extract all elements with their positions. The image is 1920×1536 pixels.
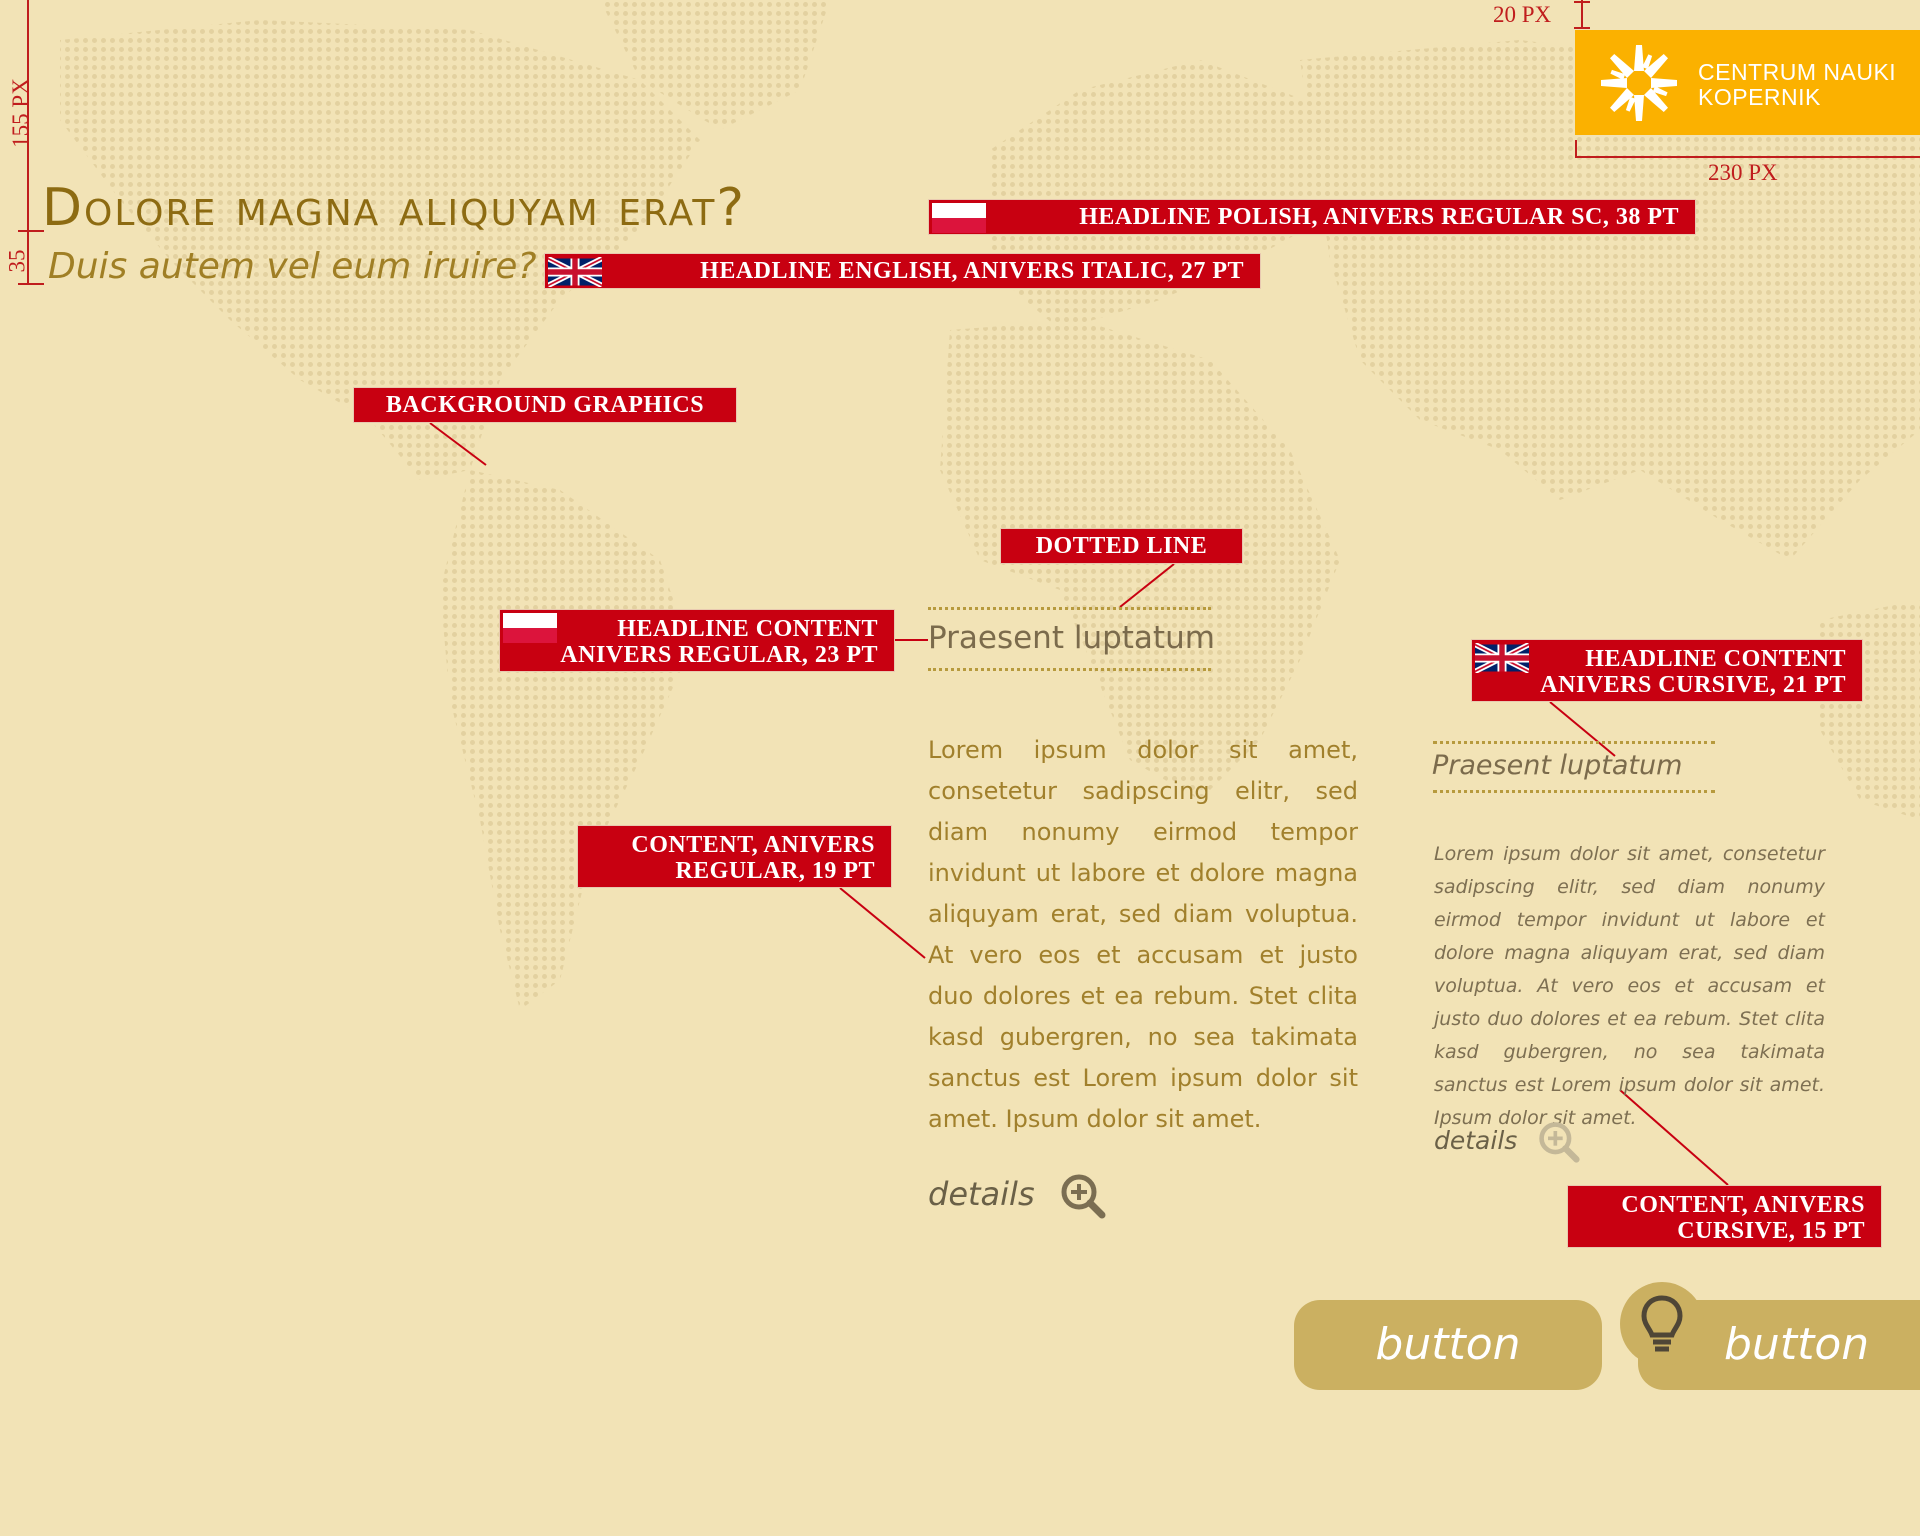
details-label-english: details [1434,1126,1518,1155]
details-label: details [928,1175,1035,1213]
annotation-content-headline-pl-line2: ANIVERS REGULAR, 23 PT [560,642,878,668]
details-link-polish[interactable] [928,1172,1107,1220]
annotation-content-regular-line2: REGULAR, 19 PT [675,858,875,884]
uk-flag-icon [548,257,602,287]
header-height-dimension: 155 PX [7,78,33,148]
details-link-english[interactable] [1434,1120,1581,1164]
annotation-content-regular [577,825,892,888]
annotation-dotted-line-text: DOTTED LINE [1035,533,1208,559]
content-body-english: Lorem ipsum dolor sit amet, consetetur sadipscing elitr, sed diam nonumy eirmod tempor invidunt ut labore et dolore magna aliquyam erat, sed diam voluptua. At vero eos et accusam et justo duo dolores et ea rebum. Stet clita kasd gubergren, no sea takimata sanctus est Lorem ipsum dolor sit amet. Ipsum dolor sit amet. [1434,843,1825,1129]
annotation-headline-english-text: HEADLINE ENGLISH, ANIVERS ITALIC, 27 PT [700,258,1244,284]
annotation-headline-polish-text: HEADLINE POLISH, ANIVERS REGULAR SC, 38 PT [1079,204,1679,230]
annotation-content-cursive-line2: CURSIVE, 15 PT [1677,1218,1865,1244]
headline-english: Duis autem vel eum iruire? [48,246,537,287]
logo-width-dimension: 230 PX [1708,160,1778,185]
hint-button-label: button [1724,1319,1870,1370]
annotation-headline-polish [928,199,1696,235]
content-headline-polish: Praesent luptatum [928,620,1215,656]
annotation-dotted-line [1000,528,1243,564]
headline-polish: Dolore magna aliquyam erat? [42,178,746,238]
annotation-content-cursive-line1: CONTENT, ANIVERS [1621,1192,1865,1218]
dotted-line-bottom-english [1433,790,1715,793]
annotation-content-headline-pl-line1: HEADLINE CONTENT [617,616,878,642]
annotation-background-text: BACKGROUND GRAPHICS [385,392,705,418]
plain-button[interactable]: button [1294,1300,1602,1390]
annotation-content-headline-en [1471,639,1863,702]
content-body-polish: Lorem ipsum dolor sit amet, consetetur sadipscing elitr, sed diam nonumy eirmod tempor invidunt ut labore et dolore magna aliquyam erat, sed diam voluptua. At vero eos et accusam et justo duo dolores et ea rebum. Stet clita kasd gubergren, no sea takimata sanctus est Lorem ipsum dolor sit amet. Ipsum dolor sit amet. [928,736,1358,1133]
lightbulb-icon [1640,1294,1684,1356]
content-headline-english: Praesent luptatum [1432,750,1683,781]
top-margin-dimension: 20 PX [1493,2,1552,27]
annotation-content-headline-en-line2: ANIVERS CURSIVE, 21 PT [1540,672,1846,698]
zoom-in-icon [1537,1120,1581,1164]
logo-line1: CENTRUM NAUKI [1698,59,1897,85]
zoom-in-icon [1059,1172,1107,1220]
annotation-background-graphics [353,387,737,423]
dotted-line-top-english [1433,741,1715,744]
dotted-line-top [928,607,1211,610]
annotation-content-headline-pl [499,609,895,672]
annotation-headline-english [544,253,1261,289]
polish-flag-icon [503,613,557,643]
polish-flag-icon [932,203,986,233]
annotation-content-headline-en-line1: HEADLINE CONTENT [1585,646,1846,672]
logo-line2: KOPERNIK [1698,84,1821,110]
annotation-content-regular-line1: CONTENT, ANIVERS [631,832,875,858]
annotation-content-cursive [1567,1185,1882,1248]
lightbulb-bubble[interactable] [1620,1282,1704,1366]
subheader-height-dimension: 35 [4,249,30,273]
dotted-line-bottom [928,668,1211,671]
uk-flag-icon [1475,643,1529,673]
